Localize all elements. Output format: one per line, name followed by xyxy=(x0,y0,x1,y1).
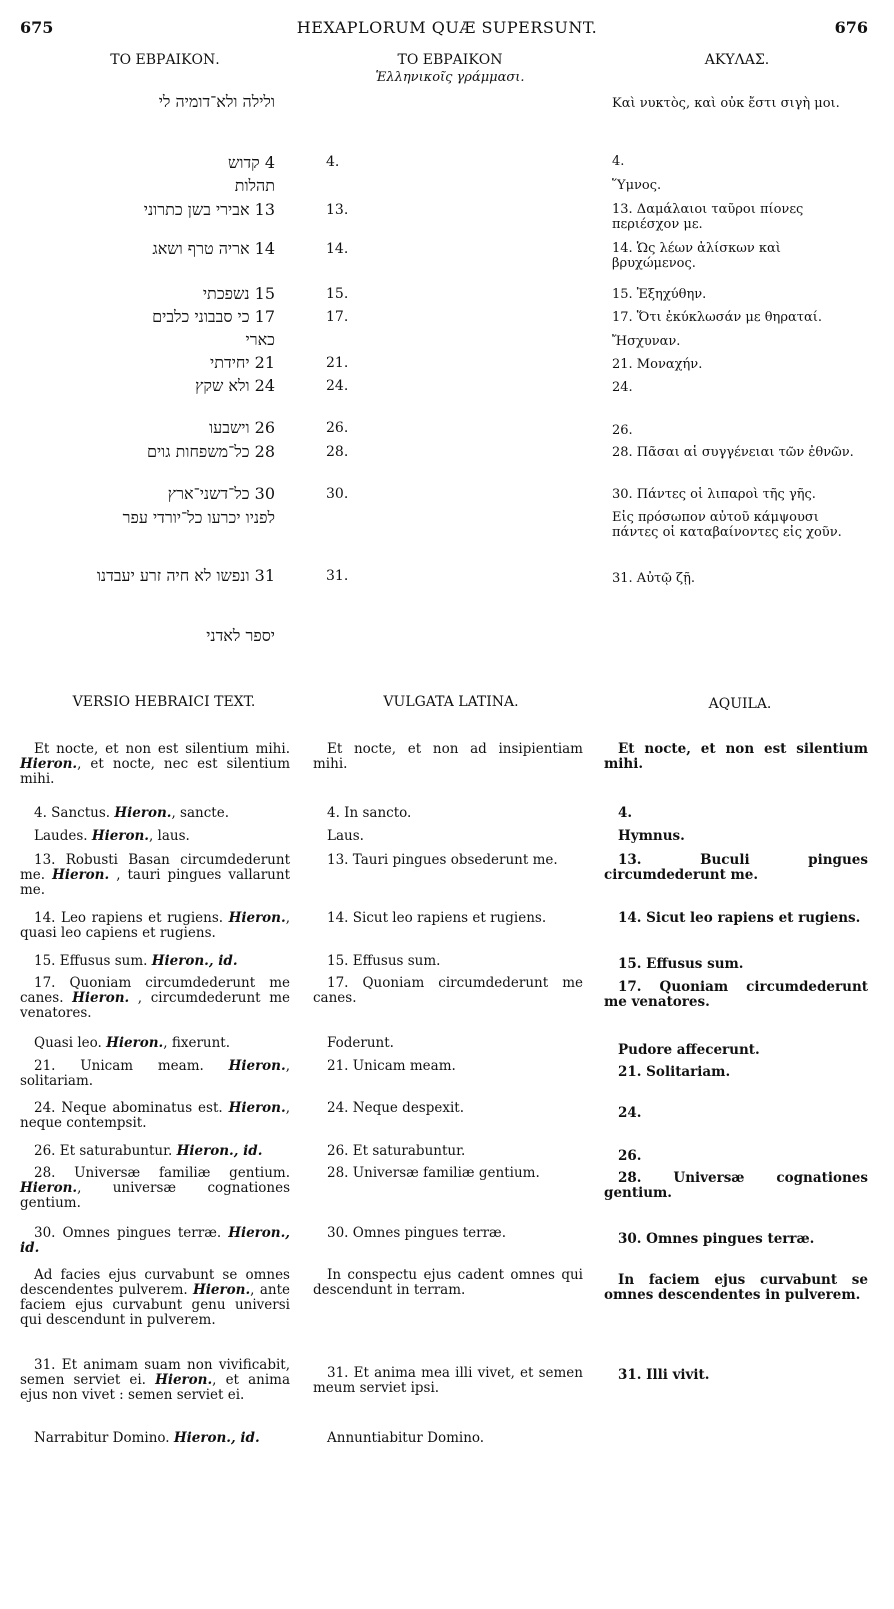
versio-text: , quasi leo capiens et rugiens. xyxy=(20,910,290,941)
versio-hieron: Hieron. xyxy=(228,1058,286,1074)
aquila-latin-entry: In faciem ejus curvabunt se omnes descendentes in pulverem. xyxy=(604,1272,868,1303)
vulgata-entry: Et nocte, et non ad insipientiam mihi. xyxy=(313,741,583,772)
versio-entry xyxy=(20,1431,290,1446)
versio-entry xyxy=(20,954,290,969)
versio-text: Narrabitur Domino. xyxy=(34,1430,174,1446)
versio-text: 24. Neque abominatus est. xyxy=(34,1100,229,1116)
translit-line: 15. xyxy=(326,286,349,302)
versio-column xyxy=(20,0,290,1609)
translit-line: 14. xyxy=(326,241,349,257)
hebrew-line: 24 ולא שקץ xyxy=(195,376,275,395)
versio-hieron: Hieron. xyxy=(114,805,172,821)
versio-text: 31. Et animam suam non vivificabit, semen serviet ei. xyxy=(20,1357,290,1388)
versio-text: 13. Robusti Basan circumdederunt me. xyxy=(20,852,290,883)
hebrew-line: 28 כל־משפחות גוים xyxy=(146,442,275,461)
versio-text: , et anima ejus non vivet : semen serviet ei. xyxy=(20,1372,291,1403)
vulgata-entry: 26. Et saturabuntur. xyxy=(327,1143,466,1159)
greek-line: Καὶ νυκτὸς, καὶ οὐκ ἔστι σιγὴ μοι. xyxy=(612,96,840,111)
heading-aquila-latin-text: AQUILA. xyxy=(708,696,772,712)
versio-text: 21. Unicam meam. xyxy=(34,1058,229,1074)
vulgata-column xyxy=(313,0,583,1609)
vulgata-entry: 15. Effusus sum. xyxy=(327,953,441,969)
aquila-latin-entry: Pudore affecerunt. xyxy=(618,1042,760,1058)
versio-hieron: Hieron., id. xyxy=(176,1143,263,1159)
heading-aquila-greek-text: ΑΚΥΛΑΣ. xyxy=(704,52,770,68)
versio-text: , solitariam. xyxy=(20,1058,290,1089)
vulgata-entry: 14. Sicut leo rapiens et rugiens. xyxy=(327,910,547,926)
page-number-right: 676 xyxy=(834,18,868,37)
versio-hieron: Hieron. xyxy=(91,828,149,844)
versio-entry xyxy=(20,1358,290,1403)
hebrew-line: 14 אריה טרף ושאג xyxy=(152,239,275,258)
versio-entry xyxy=(20,1101,290,1131)
versio-text: , et nocte, nec est silentium mihi. xyxy=(20,756,290,787)
translit-line: 30. xyxy=(326,486,349,502)
versio-text: , ante faciem ejus curvabunt genu universi qui descendunt in pulverem. xyxy=(20,1282,290,1328)
vulgata-entry: 31. Et anima mea illi vivet, et semen meum serviet ipsi. xyxy=(313,1365,583,1396)
versio-hieron: Hieron. xyxy=(52,867,110,883)
versio-text: , laus. xyxy=(148,828,190,844)
versio-entry xyxy=(20,976,290,1021)
greek-line: 15. Ἐξηχύθην. xyxy=(612,287,707,302)
aquila-latin-entry: 15. Effusus sum. xyxy=(618,956,744,972)
versio-hieron: Hieron. xyxy=(72,990,130,1006)
versio-text: Et nocte, et non est silentium mihi. xyxy=(34,741,290,757)
aquila-latin-entry: 17. Quoniam circumdederunt me venatores. xyxy=(604,979,868,1010)
aquila-latin-entry: Hymnus. xyxy=(618,828,685,844)
aquila-latin-entry: 4. xyxy=(618,805,633,821)
versio-hieron: Hieron. xyxy=(155,1372,213,1388)
vulgata-entry: Foderunt. xyxy=(327,1035,394,1051)
versio-text: 14. Leo rapiens et rugiens. xyxy=(34,910,229,926)
greek-line: 30. Πάντες οἱ λιπαροὶ τῆς γῆς. xyxy=(612,487,816,502)
heading-versio-text: VERSIO HEBRAICI TEXT. xyxy=(72,694,256,710)
vulgata-entry: 21. Unicam meam. xyxy=(327,1058,456,1074)
greek-line: 26. xyxy=(612,423,633,438)
vulgata-entry: 13. Tauri pingues obsederunt me. xyxy=(327,852,558,868)
versio-text: 4. Sanctus. xyxy=(34,805,115,821)
versio-entry xyxy=(20,1226,290,1256)
heading-hebrew-text: ΤΟ ΕΒΡΑΙΚΟΝ. xyxy=(110,52,220,68)
hebrew-line: 4 קדוש xyxy=(228,153,275,172)
greek-line: Εἰς πρόσωπον αὐτοῦ κάμψουσι πάντες οἱ καταβαίνοντες εἰς χοῦν. xyxy=(612,510,842,540)
greek-line: Ἤσχυναν. xyxy=(612,334,681,349)
greek-line: 17. Ὅτι ἐκύκλωσάν με θηραταί. xyxy=(612,310,822,325)
versio-hieron: Hieron. xyxy=(20,756,78,772)
running-title: HEXAPLORUM QUÆ SUPERSUNT. xyxy=(296,18,598,37)
versio-entry xyxy=(20,829,290,844)
translit-line: 4. xyxy=(326,154,340,170)
aquila-latin-entry: Et nocte, et non est silentium mihi. xyxy=(604,741,868,772)
versio-entry xyxy=(20,806,290,821)
versio-text: , tauri pingues vallarunt me. xyxy=(20,867,290,898)
translit-line: 21. xyxy=(326,355,349,371)
versio-hieron: Hieron. xyxy=(106,1035,164,1051)
vulgata-entry: 24. Neque despexit. xyxy=(327,1100,465,1116)
versio-text: , universæ cognationes gentium. xyxy=(20,1180,290,1211)
versio-hieron: Hieron., id. xyxy=(151,953,238,969)
greek-line: 31. Αὐτῷ ζῇ. xyxy=(612,571,695,586)
versio-text: Laudes. xyxy=(34,828,92,844)
hebrew-line: 21 יחידתי xyxy=(210,353,275,372)
vulgata-entry: Annuntiabitur Domino. xyxy=(327,1430,485,1446)
versio-hieron: Hieron. xyxy=(193,1282,251,1298)
versio-hieron: Hieron. xyxy=(20,1180,78,1196)
greek-line: 13. Δαμάλαιοι ταῦροι πίονες περιέσχον με. xyxy=(612,202,804,232)
versio-text: 17. Quoniam circumdederunt me canes. xyxy=(20,975,290,1006)
greek-line: 4. xyxy=(612,154,625,169)
versio-entry xyxy=(20,1268,290,1328)
versio-entry xyxy=(20,1144,290,1159)
versio-text: , circumdederunt me venatores. xyxy=(20,990,290,1021)
aquila-latin-entry: 14. Sicut leo rapiens et rugiens. xyxy=(618,910,861,926)
versio-text: , neque contempsit. xyxy=(20,1100,290,1131)
versio-text: Ad facies ejus curvabunt se omnes descendentes pulverem. xyxy=(20,1267,290,1298)
hebrew-line: ולילה ולא־דומיה לי xyxy=(158,92,275,111)
versio-hieron: Hieron. xyxy=(228,1100,286,1116)
hebrew-line: יספר לאדני xyxy=(206,626,275,645)
heading-translit-text: ΤΟ ΕΒΡΑΙΚΟΝ xyxy=(397,52,503,68)
versio-text: 26. Et saturabuntur. xyxy=(34,1143,177,1159)
versio-text: Quasi leo. xyxy=(34,1035,107,1051)
aquila-latin-entry: 31. Illi vivit. xyxy=(618,1367,710,1383)
versio-hieron: Hieron., id. xyxy=(20,1225,290,1256)
aquila-latin-entry: 28. Universæ cognationes gentium. xyxy=(604,1170,868,1201)
hebrew-line: 17 כי סבבוני כלבים xyxy=(152,307,275,326)
aquila-latin-entry: 21. Solitariam. xyxy=(618,1064,731,1080)
hebrew-line: 15 נשפכתי xyxy=(202,284,275,303)
versio-entry xyxy=(20,1059,290,1089)
aquila-latin-entry: 13. Buculi pingues circumdederunt me. xyxy=(604,852,868,883)
translit-line: 26. xyxy=(326,420,349,436)
versio-entry xyxy=(20,911,290,941)
greek-line: 14. Ὡς λέων ἀλίσκων καὶ βρυχώμενος. xyxy=(612,241,781,271)
vulgata-entry: 28. Universæ familiæ gentium. xyxy=(327,1165,540,1181)
versio-text: , fixerunt. xyxy=(163,1035,230,1051)
translit-line: 24. xyxy=(326,378,349,394)
versio-text: 15. Effusus sum. xyxy=(34,953,152,969)
translit-line: 31. xyxy=(326,568,349,584)
versio-hieron: Hieron. xyxy=(228,910,286,926)
page-number-left: 675 xyxy=(20,18,54,37)
versio-text: 28. Universæ familiæ gentium. xyxy=(34,1165,290,1181)
translit-line: 17. xyxy=(326,309,349,325)
vulgata-entry: 4. In sancto. xyxy=(327,805,412,821)
versio-entry xyxy=(20,742,290,787)
heading-vulgata-text: VULGATA LATINA. xyxy=(383,694,519,710)
hebrew-line: 30 כל־דשני־ארץ xyxy=(167,484,275,503)
greek-line: 21. Μοναχήν. xyxy=(612,357,703,372)
versio-hieron: Hieron., id. xyxy=(173,1430,260,1446)
hebrew-line: 26 וישבעו xyxy=(209,418,275,437)
vulgata-entry: 30. Omnes pingues terræ. xyxy=(327,1225,507,1241)
versio-text: 30. Omnes pingues terræ. xyxy=(34,1225,229,1241)
heading-translit-sub: Ἑλληνικοῖς γράμμασι. xyxy=(375,70,525,85)
hebrew-line: כארי xyxy=(245,330,275,349)
versio-text: , sancte. xyxy=(171,805,229,821)
vulgata-entry: In conspectu ejus cadent omnes qui descendunt in terram. xyxy=(313,1267,583,1298)
aquila-latin-column xyxy=(604,0,868,1609)
greek-line: 28. Πᾶσαι αἱ συγγένειαι τῶν ἐθνῶν. xyxy=(612,445,854,460)
vulgata-entry: Laus. xyxy=(327,828,364,844)
hebrew-line: תהלות xyxy=(234,176,275,195)
greek-line: Ὕμνος. xyxy=(612,178,662,193)
greek-line: 24. xyxy=(612,380,633,395)
aquila-latin-entry: 26. xyxy=(618,1148,642,1164)
translit-line: 28. xyxy=(326,444,349,460)
versio-entry xyxy=(20,1036,290,1051)
hebrew-line: לפניו יכרעו כל־יורדי עפר xyxy=(122,508,275,527)
hebrew-line: 31 ונפשו לא חיה זרע יעבדנו xyxy=(96,566,275,585)
aquila-latin-entry: 30. Omnes pingues terræ. xyxy=(618,1231,815,1247)
versio-entry xyxy=(20,853,290,898)
translit-line: 13. xyxy=(326,202,349,218)
aquila-latin-entry: 24. xyxy=(618,1105,642,1121)
vulgata-entry: 17. Quoniam circumdederunt me canes. xyxy=(313,975,583,1006)
versio-entry xyxy=(20,1166,290,1211)
hebrew-line: 13 אבירי בשן כתרוני xyxy=(143,200,275,219)
